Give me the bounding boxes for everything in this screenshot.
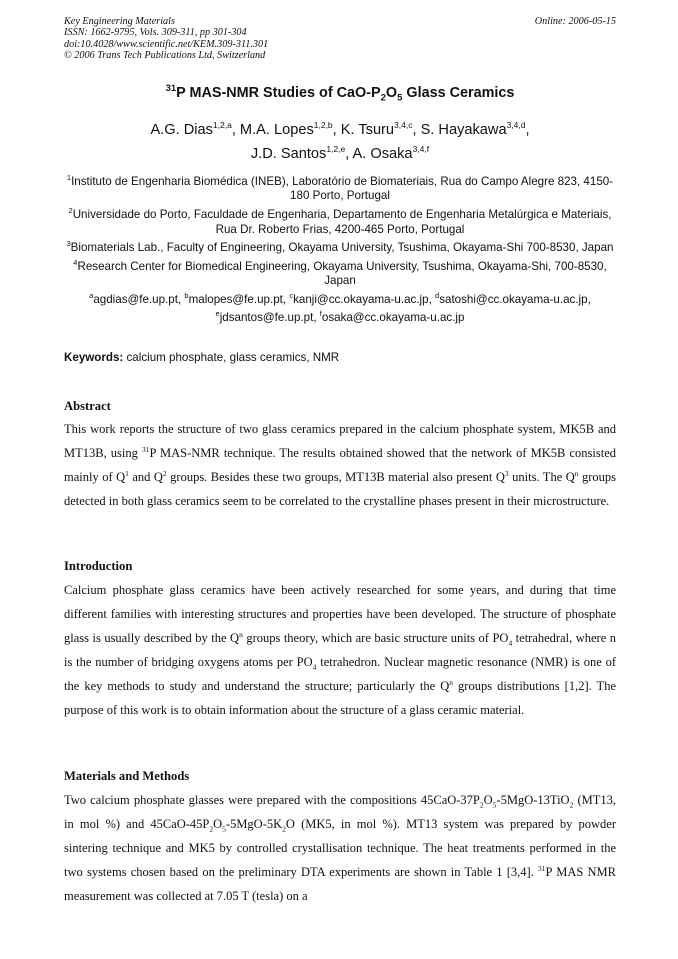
affiliation-number: 2 (68, 206, 73, 216)
keywords-line (64, 351, 616, 365)
introduction-text: groups theory, which are basic structure units of PO (242, 631, 509, 645)
author-line-1: A.G. Dias$^{1,2,a}$, M.A. Lopes$^{1,2,b}$, K. Tsuru$^{3,4,c}$, S. Hayakawa$^{3,4,d}$, (150, 120, 530, 138)
author-affiliation: 1,2,b (313, 120, 333, 130)
abstract-paragraph (64, 417, 616, 513)
subscript: 4 (312, 662, 317, 672)
email-address[interactable]: malopes@fe.up.pt (188, 292, 283, 306)
title-superscript: 31 (165, 83, 177, 94)
author-name: J.D. Santos (250, 145, 327, 162)
affiliation-number: 1 (66, 173, 72, 182)
copyright-line: © 2006 Trans Tech Publications Ltd, Switzerland (64, 50, 266, 62)
author-affiliation: 1,2,a (212, 120, 232, 130)
email-address[interactable]: kanji@cc.okayama-u.ac.jp (293, 292, 429, 306)
methods-text: -5MgO-5K (225, 817, 283, 831)
affiliation-text: Research Center for Biomedical Engineering, Okayama University, Tsushima, Okayama-Shi, 700-8530, Japan (77, 259, 607, 287)
superscript: 3 (504, 468, 509, 478)
affiliation-text: Universidade do Porto, Faculdade de Engenharia, Departamento de Engenharia Metalúrgica e Materiais, Rua Dr. Roberto Frias, 4200-465 Porto, Portugal (72, 207, 612, 236)
affiliation-number: 3 (66, 239, 71, 249)
introduction-heading: Introduction (64, 559, 133, 573)
affiliation (64, 256, 616, 289)
methods-text: O (483, 793, 493, 807)
abstract-text: P MAS-NMR technique. The results obtained showed that the network of MK5B consisted mainly of Q (64, 446, 616, 484)
title-text-1: P MAS-NMR Studies of CaO-P (176, 84, 381, 101)
email-key: a (89, 290, 94, 300)
email-key: c (289, 290, 294, 300)
superscript: n (449, 677, 453, 687)
superscript: 31 (538, 863, 546, 873)
affiliation (64, 237, 616, 255)
email-line-2: $^e$jdsantos@fe.up.pt, $^f$osaka@cc.okayama-u.ac.jp (215, 309, 465, 324)
methods-text: Two calcium phosphate glasses were prepared with the compositions 45CaO-37P (64, 793, 480, 807)
author-name: A. Osaka (352, 145, 413, 162)
author-name: A.G. Dias (150, 121, 213, 138)
subscript: 4 (508, 638, 513, 648)
doi-line: doi:10.4028/www.scientific.net/KEM.309-311.301 (64, 38, 269, 50)
author-affiliation: 1,2,e (326, 143, 346, 154)
superscript: n (574, 468, 579, 478)
author-name: S. Hayakawa (420, 121, 507, 138)
email-key: b (184, 290, 189, 300)
introduction-paragraph (64, 578, 616, 722)
subscript: 2 (282, 824, 286, 834)
superscript: 1 (125, 468, 129, 478)
email-key: f (319, 309, 322, 319)
author-list (64, 116, 616, 164)
author-affiliation: 3,4,d (506, 120, 526, 130)
running-header (64, 16, 616, 62)
paper-title (64, 80, 616, 108)
subscript: 5 (222, 824, 226, 834)
methods-text: O (MK5, in mol %). MT13 system was prepared by powder sintering technique and MK5 by controlled crystallisation technique. The heat treatments performed in the two systems chosen based on the preliminary DTA experiments are shown in Table 1 [3,4]. (64, 817, 616, 879)
email-address[interactable]: agdias@fe.up.pt (93, 292, 178, 306)
abstract-text: and Q (128, 470, 163, 484)
email-key: e (215, 309, 220, 319)
subscript: 5 (492, 800, 497, 810)
issn-line: ISSN: 1662-9795, Vols. 309-311, pp 301-304 (64, 27, 247, 39)
methods-text: -5MgO-13TiO (496, 793, 570, 807)
materials-methods-heading: Materials and Methods (64, 769, 190, 783)
author-name: K. Tsuru (340, 121, 395, 138)
methods-text: (MT13, in mol %) and 45CaO-45P (64, 793, 616, 831)
affiliation (64, 171, 616, 204)
affiliation-text: Instituto de Engenharia Biomédica (INEB), Laboratório de Biomateriais, Rua do Campo Alegre 823, 4150-180 Porto, Portugal (71, 174, 614, 203)
affiliation-text: Biomaterials Lab., Faculty of Engineering, Okayama University, Tsushima, Okayama-Shi 700-8530, Japan (70, 240, 614, 254)
email-address[interactable]: satoshi@cc.okayama-u.ac.jp (439, 292, 588, 306)
email-address[interactable]: jdsantos@fe.up.pt (219, 310, 314, 324)
introduction-text: tetrahedron. Nuclear magnetic resonance (NMR) is one of the key methods to study and understand the structure; particularly the Q (64, 655, 617, 693)
abstract-text: This work reports the structure of two glass ceramics prepared in the calcium phosphate system, MK5B and MT13B, using (64, 422, 616, 460)
methods-text: P MAS NMR measurement was collected at 7.05 T (tesla) on a (64, 865, 616, 903)
abstract-text: groups detected in both glass ceramics seem to be correlated to the crystalline phases present in their microstructure. (64, 470, 617, 508)
keywords-label: Keywords: (64, 351, 124, 364)
abstract-heading: Abstract (64, 399, 111, 413)
title-text-3: Glass Ceramics (402, 84, 515, 101)
title-text-2: O (385, 84, 398, 101)
email-line-1: $^a$agdias@fe.up.pt, $^b$malopes@fe.up.pt, $^c$kanji@cc.okayama-u.ac.jp, $^d$satoshi@cc.okayama-u.ac.jp, (89, 290, 591, 306)
superscript: 31 (141, 444, 150, 454)
author-affiliation: 3,4,c (394, 120, 413, 130)
abstract-text: groups. Besides these two groups, MT13B material also present Q (166, 470, 505, 484)
abstract-text: units. The Q (508, 470, 575, 484)
methods-text: O (213, 817, 223, 831)
title-subscript-1: 2 (380, 92, 386, 104)
online-date: Online: 2006-05-15 (534, 16, 616, 27)
affiliations-block (64, 171, 616, 326)
title-subscript-2: 5 (397, 92, 403, 104)
introduction-text: groups distributions [1,2]. The purpose of this work is to obtain information about the structure of a glass ceramic material. (64, 679, 616, 717)
author-name: M.A. Lopes (239, 121, 314, 138)
affiliation (64, 204, 616, 237)
introduction-text: tetrahedral, where n is the number of bridging oxygens atoms per PO (64, 631, 617, 669)
materials-methods-paragraph (64, 788, 616, 908)
introduction-text: Calcium phosphate glass ceramics have been actively researched for some years, and during that time different families with interesting structures and properties have been developed. The structure of phosphate glass is usually described by the Q (64, 583, 616, 645)
subscript: 2 (569, 800, 574, 810)
journal-name: Key Engineering Materials (64, 16, 175, 27)
subscript: 2 (209, 824, 214, 834)
keywords-text: calcium phosphate, glass ceramics, NMR (123, 351, 340, 364)
author-affiliation: 3,4,f (412, 143, 430, 154)
email-key: d (435, 290, 440, 300)
subscript: 2 (479, 800, 484, 810)
affiliation-number: 4 (73, 257, 78, 267)
author-line-2: J.D. Santos$^{1,2,e}$, A. Osaka$^{3,4,f}$ (250, 143, 430, 162)
superscript: 2 (162, 468, 167, 478)
email-address[interactable]: osaka@cc.okayama-u.ac.jp (321, 310, 465, 324)
superscript: n (239, 629, 243, 639)
